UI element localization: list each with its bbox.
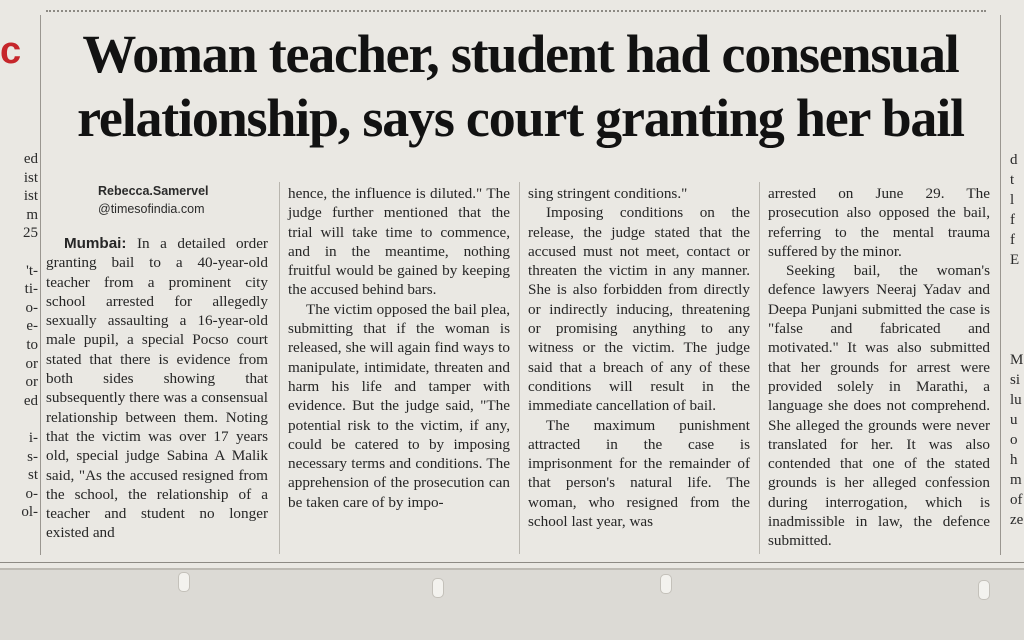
byline-name: Rebecca.Samervel [98,184,209,198]
column-divider [519,182,520,554]
binding-clip [660,574,672,594]
article-paragraph: arrested on June 29. The prosecution also opposed the bail, referring to the mental trauma suffered by the minor. [768,185,990,260]
article-column-2 [288,184,510,512]
binding-clip [432,578,444,598]
article-paragraph: hence, the influence is diluted." The judge further mentioned that the trial will take time to commence, and in the meantime, nothing fruitful would be gained by keeping the accused behind bars. [288,185,510,299]
adjacent-article-glyph: c [0,30,22,72]
page-fold-strip [0,568,1024,640]
article-column-4 [768,184,990,551]
binding-clip [178,572,190,592]
article-paragraph: Seeking bail, the woman's defence lawyers Neeraj Yadav and Deepa Punjani submitted the case is "false and fabricated and motivated." It was also submitted that her grounds for arrest were provided solely in Marathi, a language she does not comprehend. She alleged the grounds were never translated for her. It was also contended that one of the stated grounds is her alleged confession during interrogation, which is inadmissible in law, the defence submitted. [768,262,990,550]
column-divider [759,182,760,554]
article-text: In a detailed order granting bail to a 40-year-old teacher from a prominent city school arrested for allegedly sexually assaulting a 16-year-old male pupil, a special Pocso court stated that there is evidence from both sides showing that subsequently there was a consensual relationship between them. Noting that the victim was over 17 years old, special judge Sabina A Malik said, "As the accused resigned from the school, the relationship of a teacher and student no longer existed and [46,235,268,542]
article-paragraph: The victim opposed the bail plea, submitting that if the woman is released, she will again find ways to manipulate, intimidate, threaten and harm his life and tamper with evidence. But the judge said, "The potential risk to the victim, if any, could be catered to by imposing necessary terms and conditions. The apprehension of the prosecution can be taken care of by impo- [288,300,510,511]
top-dotted-rule [46,10,986,12]
adjacent-article-left-fragments: ed ist ist m 25 't- ti- o- e- to or or ed i- s- st o- ol- [21,151,38,521]
article-paragraph: sing stringent conditions." [528,185,688,202]
byline [98,182,273,218]
adjacent-article-right-fragments: d t l f f E M si lu u o h m of ze [1010,152,1024,528]
dateline: Mumbai: [64,235,127,252]
article-column-3 [528,184,750,531]
right-column-rule [1000,15,1001,555]
left-column-rule [40,15,41,555]
column-divider [279,182,280,554]
byline-handle: @timesofindia.com [98,202,205,216]
article-paragraph [46,234,268,543]
headline: Woman teacher, student had consensual relationship, says court granting her bail [77,24,964,148]
article-column-1 [46,234,268,543]
article-paragraph: The maximum punishment attracted in the case is imprisonment for the remainder of that person's natural life. The woman, who resigned from the school last year, was [528,416,750,531]
binding-clip [978,580,990,600]
bottom-rule [0,562,1024,563]
article-paragraph: Imposing conditions on the release, the judge stated that the accused must not meet, contact or threaten the victim in any manner. She is also forbidden from directly or indirectly inducing, threatening or promising anything to any witness or the victim. The judge said that a breach of any of these conditions will result in the immediate cancellation of bail. [528,204,750,415]
